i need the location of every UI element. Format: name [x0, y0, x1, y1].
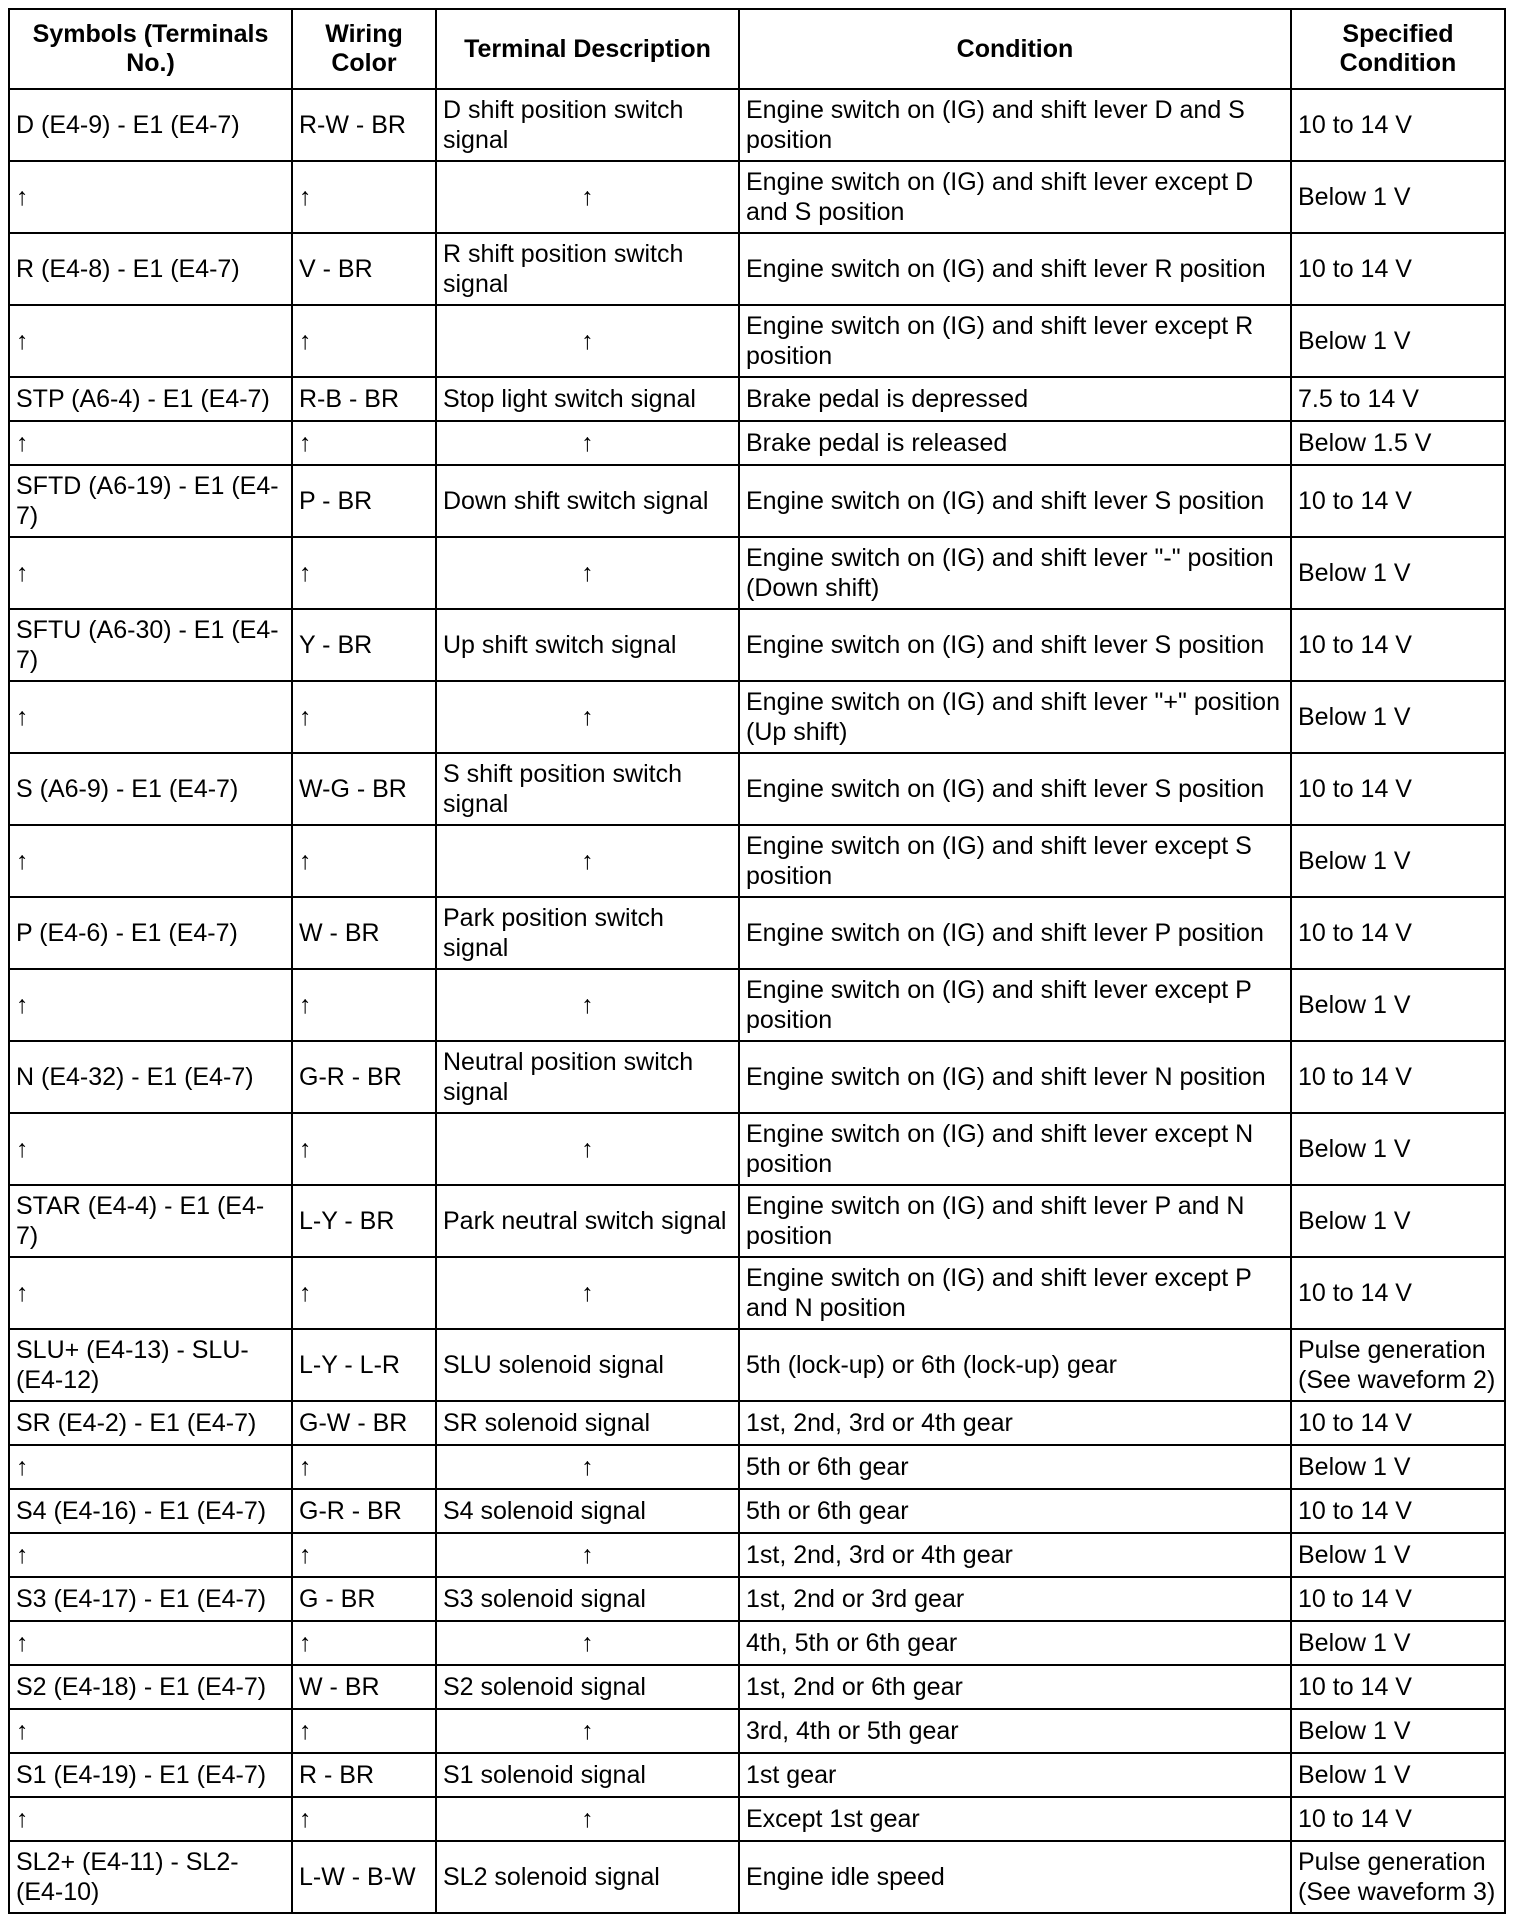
- cell-condition: 5th (lock-up) or 6th (lock-up) gear: [739, 1329, 1291, 1401]
- cell-condition: Brake pedal is depressed: [739, 377, 1291, 421]
- cell-specified-condition: 10 to 14 V: [1291, 1401, 1505, 1445]
- cell-specified-condition: 10 to 14 V: [1291, 753, 1505, 825]
- cell-symbols: STP (A6-4) - E1 (E4-7): [9, 377, 292, 421]
- table-row: [9, 969, 1505, 1041]
- table-row: [9, 1445, 1505, 1489]
- cell-condition: 5th or 6th gear: [739, 1445, 1291, 1489]
- cell-terminal-description: ↑: [436, 1113, 739, 1185]
- header-terminal-description: Terminal Description: [436, 9, 739, 89]
- cell-symbols: S1 (E4-19) - E1 (E4-7): [9, 1753, 292, 1797]
- cell-wiring-color: ↑: [292, 1709, 436, 1753]
- table-row: [9, 1753, 1505, 1797]
- cell-condition: Engine switch on (IG) and shift lever "-" position (Down shift): [739, 537, 1291, 609]
- cell-symbols: ↑: [9, 1113, 292, 1185]
- cell-symbols: S2 (E4-18) - E1 (E4-7): [9, 1665, 292, 1709]
- cell-terminal-description: Park neutral switch signal: [436, 1185, 739, 1257]
- cell-wiring-color: ↑: [292, 1113, 436, 1185]
- cell-terminal-description: S3 solenoid signal: [436, 1577, 739, 1621]
- cell-symbols: ↑: [9, 1533, 292, 1577]
- cell-wiring-color: L-Y - L-R: [292, 1329, 436, 1401]
- cell-specified-condition: Below 1 V: [1291, 681, 1505, 753]
- cell-wiring-color: L-W - B-W: [292, 1841, 436, 1913]
- cell-wiring-color: ↑: [292, 825, 436, 897]
- table-row: [9, 753, 1505, 825]
- cell-terminal-description: SR solenoid signal: [436, 1401, 739, 1445]
- cell-terminal-description: ↑: [436, 825, 739, 897]
- cell-specified-condition: 7.5 to 14 V: [1291, 377, 1505, 421]
- cell-symbols: ↑: [9, 305, 292, 377]
- cell-terminal-description: R shift position switch signal: [436, 233, 739, 305]
- table-row: [9, 1709, 1505, 1753]
- cell-wiring-color: W - BR: [292, 1665, 436, 1709]
- cell-specified-condition: 10 to 14 V: [1291, 233, 1505, 305]
- cell-condition: 4th, 5th or 6th gear: [739, 1621, 1291, 1665]
- cell-symbols: SR (E4-2) - E1 (E4-7): [9, 1401, 292, 1445]
- cell-symbols: SFTD (A6-19) - E1 (E4-7): [9, 465, 292, 537]
- cell-symbols: ↑: [9, 1709, 292, 1753]
- cell-symbols: ↑: [9, 161, 292, 233]
- header-wiring-color: Wiring Color: [292, 9, 436, 89]
- cell-condition: Brake pedal is released: [739, 421, 1291, 465]
- cell-wiring-color: G-W - BR: [292, 1401, 436, 1445]
- cell-specified-condition: Below 1 V: [1291, 969, 1505, 1041]
- table-row: [9, 825, 1505, 897]
- cell-symbols: ↑: [9, 421, 292, 465]
- header-condition: Condition: [739, 9, 1291, 89]
- table-row: [9, 1401, 1505, 1445]
- cell-wiring-color: R - BR: [292, 1753, 436, 1797]
- cell-condition: Engine switch on (IG) and shift lever D and S position: [739, 89, 1291, 161]
- header-specified-condition: Specified Condition: [1291, 9, 1505, 89]
- cell-condition: Except 1st gear: [739, 1797, 1291, 1841]
- cell-condition: Engine idle speed: [739, 1841, 1291, 1913]
- cell-symbols: SFTU (A6-30) - E1 (E4-7): [9, 609, 292, 681]
- cell-wiring-color: P - BR: [292, 465, 436, 537]
- cell-symbols: D (E4-9) - E1 (E4-7): [9, 89, 292, 161]
- table-row: [9, 897, 1505, 969]
- cell-condition: Engine switch on (IG) and shift lever S position: [739, 465, 1291, 537]
- cell-symbols: ↑: [9, 1257, 292, 1329]
- cell-wiring-color: R-W - BR: [292, 89, 436, 161]
- cell-specified-condition: Pulse generation (See waveform 2): [1291, 1329, 1505, 1401]
- cell-condition: Engine switch on (IG) and shift lever P position: [739, 897, 1291, 969]
- cell-wiring-color: V - BR: [292, 233, 436, 305]
- table-row: [9, 1113, 1505, 1185]
- cell-terminal-description: ↑: [436, 305, 739, 377]
- cell-condition: Engine switch on (IG) and shift lever except P position: [739, 969, 1291, 1041]
- cell-specified-condition: 10 to 14 V: [1291, 1797, 1505, 1841]
- cell-symbols: P (E4-6) - E1 (E4-7): [9, 897, 292, 969]
- table-row: [9, 305, 1505, 377]
- cell-specified-condition: 10 to 14 V: [1291, 465, 1505, 537]
- cell-condition: 1st, 2nd or 6th gear: [739, 1665, 1291, 1709]
- table-row: [9, 1621, 1505, 1665]
- cell-terminal-description: SL2 solenoid signal: [436, 1841, 739, 1913]
- table-row: [9, 1533, 1505, 1577]
- cell-wiring-color: ↑: [292, 537, 436, 609]
- cell-terminal-description: S4 solenoid signal: [436, 1489, 739, 1533]
- cell-condition: 3rd, 4th or 5th gear: [739, 1709, 1291, 1753]
- cell-condition: Engine switch on (IG) and shift lever P and N position: [739, 1185, 1291, 1257]
- table-row: [9, 465, 1505, 537]
- cell-condition: 5th or 6th gear: [739, 1489, 1291, 1533]
- cell-specified-condition: 10 to 14 V: [1291, 1257, 1505, 1329]
- cell-specified-condition: Below 1 V: [1291, 1185, 1505, 1257]
- table-row: [9, 1185, 1505, 1257]
- cell-wiring-color: ↑: [292, 421, 436, 465]
- cell-wiring-color: R-B - BR: [292, 377, 436, 421]
- cell-terminal-description: Down shift switch signal: [436, 465, 739, 537]
- cell-condition: Engine switch on (IG) and shift lever R position: [739, 233, 1291, 305]
- cell-specified-condition: Below 1 V: [1291, 825, 1505, 897]
- cell-symbols: ↑: [9, 537, 292, 609]
- cell-symbols: SLU+ (E4-13) - SLU- (E4-12): [9, 1329, 292, 1401]
- cell-terminal-description: ↑: [436, 681, 739, 753]
- cell-condition: 1st, 2nd or 3rd gear: [739, 1577, 1291, 1621]
- cell-terminal-description: S2 solenoid signal: [436, 1665, 739, 1709]
- cell-condition: Engine switch on (IG) and shift lever "+" position (Up shift): [739, 681, 1291, 753]
- cell-symbols: ↑: [9, 1797, 292, 1841]
- cell-wiring-color: ↑: [292, 1445, 436, 1489]
- terminal-table: [8, 8, 1506, 1914]
- cell-wiring-color: W - BR: [292, 897, 436, 969]
- cell-specified-condition: Below 1 V: [1291, 305, 1505, 377]
- table-row: [9, 1329, 1505, 1401]
- cell-terminal-description: ↑: [436, 1533, 739, 1577]
- cell-terminal-description: S shift position switch signal: [436, 753, 739, 825]
- table-body: [9, 89, 1505, 1913]
- cell-condition: 1st, 2nd, 3rd or 4th gear: [739, 1533, 1291, 1577]
- cell-terminal-description: ↑: [436, 161, 739, 233]
- cell-specified-condition: Below 1 V: [1291, 1445, 1505, 1489]
- cell-specified-condition: Below 1 V: [1291, 1753, 1505, 1797]
- cell-symbols: ↑: [9, 969, 292, 1041]
- table-row: [9, 537, 1505, 609]
- cell-wiring-color: ↑: [292, 1533, 436, 1577]
- cell-wiring-color: L-Y - BR: [292, 1185, 436, 1257]
- cell-terminal-description: ↑: [436, 1445, 739, 1489]
- cell-wiring-color: ↑: [292, 1797, 436, 1841]
- cell-specified-condition: 10 to 14 V: [1291, 89, 1505, 161]
- cell-wiring-color: G-R - BR: [292, 1489, 436, 1533]
- cell-condition: Engine switch on (IG) and shift lever except D and S position: [739, 161, 1291, 233]
- cell-terminal-description: ↑: [436, 1709, 739, 1753]
- cell-symbols: S4 (E4-16) - E1 (E4-7): [9, 1489, 292, 1533]
- cell-wiring-color: G-R - BR: [292, 1041, 436, 1113]
- table-row: [9, 89, 1505, 161]
- cell-condition: Engine switch on (IG) and shift lever S position: [739, 609, 1291, 681]
- cell-wiring-color: W-G - BR: [292, 753, 436, 825]
- cell-specified-condition: 10 to 14 V: [1291, 609, 1505, 681]
- cell-specified-condition: Below 1.5 V: [1291, 421, 1505, 465]
- cell-symbols: S (A6-9) - E1 (E4-7): [9, 753, 292, 825]
- cell-terminal-description: ↑: [436, 421, 739, 465]
- table-row: [9, 1489, 1505, 1533]
- cell-wiring-color: ↑: [292, 969, 436, 1041]
- cell-symbols: R (E4-8) - E1 (E4-7): [9, 233, 292, 305]
- cell-specified-condition: Pulse generation (See waveform 3): [1291, 1841, 1505, 1913]
- cell-specified-condition: Below 1 V: [1291, 537, 1505, 609]
- table-row: [9, 1257, 1505, 1329]
- table-row: [9, 1577, 1505, 1621]
- table-row: [9, 421, 1505, 465]
- cell-specified-condition: 10 to 14 V: [1291, 1041, 1505, 1113]
- cell-specified-condition: 10 to 14 V: [1291, 1665, 1505, 1709]
- cell-condition: Engine switch on (IG) and shift lever N position: [739, 1041, 1291, 1113]
- cell-terminal-description: Park position switch signal: [436, 897, 739, 969]
- cell-specified-condition: 10 to 14 V: [1291, 897, 1505, 969]
- cell-specified-condition: Below 1 V: [1291, 1621, 1505, 1665]
- cell-symbols: ↑: [9, 825, 292, 897]
- header-symbols: Symbols (Terminals No.): [9, 9, 292, 89]
- cell-terminal-description: ↑: [436, 1257, 739, 1329]
- cell-wiring-color: G - BR: [292, 1577, 436, 1621]
- cell-wiring-color: ↑: [292, 161, 436, 233]
- table-row: [9, 609, 1505, 681]
- cell-terminal-description: ↑: [436, 1797, 739, 1841]
- cell-terminal-description: ↑: [436, 1621, 739, 1665]
- table-header-row: [9, 9, 1505, 89]
- table-row: [9, 1041, 1505, 1113]
- terminal-table-container: [8, 8, 1506, 1914]
- cell-terminal-description: ↑: [436, 969, 739, 1041]
- cell-specified-condition: Below 1 V: [1291, 1113, 1505, 1185]
- cell-terminal-description: ↑: [436, 537, 739, 609]
- cell-symbols: STAR (E4-4) - E1 (E4-7): [9, 1185, 292, 1257]
- table-row: [9, 1665, 1505, 1709]
- cell-terminal-description: Neutral position switch signal: [436, 1041, 739, 1113]
- cell-terminal-description: D shift position switch signal: [436, 89, 739, 161]
- cell-symbols: ↑: [9, 681, 292, 753]
- cell-wiring-color: ↑: [292, 1257, 436, 1329]
- cell-specified-condition: 10 to 14 V: [1291, 1489, 1505, 1533]
- table-row: [9, 681, 1505, 753]
- cell-condition: Engine switch on (IG) and shift lever except N position: [739, 1113, 1291, 1185]
- table-row: [9, 161, 1505, 233]
- cell-symbols: SL2+ (E4-11) - SL2- (E4-10): [9, 1841, 292, 1913]
- cell-condition: 1st gear: [739, 1753, 1291, 1797]
- cell-specified-condition: Below 1 V: [1291, 161, 1505, 233]
- cell-wiring-color: ↑: [292, 1621, 436, 1665]
- cell-condition: Engine switch on (IG) and shift lever except S position: [739, 825, 1291, 897]
- table-row: [9, 377, 1505, 421]
- cell-symbols: ↑: [9, 1445, 292, 1489]
- cell-condition: 1st, 2nd, 3rd or 4th gear: [739, 1401, 1291, 1445]
- cell-terminal-description: Stop light switch signal: [436, 377, 739, 421]
- cell-terminal-description: S1 solenoid signal: [436, 1753, 739, 1797]
- cell-terminal-description: SLU solenoid signal: [436, 1329, 739, 1401]
- table-row: [9, 1841, 1505, 1913]
- cell-wiring-color: Y - BR: [292, 609, 436, 681]
- cell-specified-condition: Below 1 V: [1291, 1709, 1505, 1753]
- cell-specified-condition: 10 to 14 V: [1291, 1577, 1505, 1621]
- table-row: [9, 233, 1505, 305]
- cell-condition: Engine switch on (IG) and shift lever except R position: [739, 305, 1291, 377]
- cell-symbols: ↑: [9, 1621, 292, 1665]
- cell-terminal-description: Up shift switch signal: [436, 609, 739, 681]
- cell-specified-condition: Below 1 V: [1291, 1533, 1505, 1577]
- cell-wiring-color: ↑: [292, 305, 436, 377]
- cell-symbols: N (E4-32) - E1 (E4-7): [9, 1041, 292, 1113]
- cell-condition: Engine switch on (IG) and shift lever S position: [739, 753, 1291, 825]
- cell-symbols: S3 (E4-17) - E1 (E4-7): [9, 1577, 292, 1621]
- cell-wiring-color: ↑: [292, 681, 436, 753]
- cell-condition: Engine switch on (IG) and shift lever except P and N position: [739, 1257, 1291, 1329]
- table-row: [9, 1797, 1505, 1841]
